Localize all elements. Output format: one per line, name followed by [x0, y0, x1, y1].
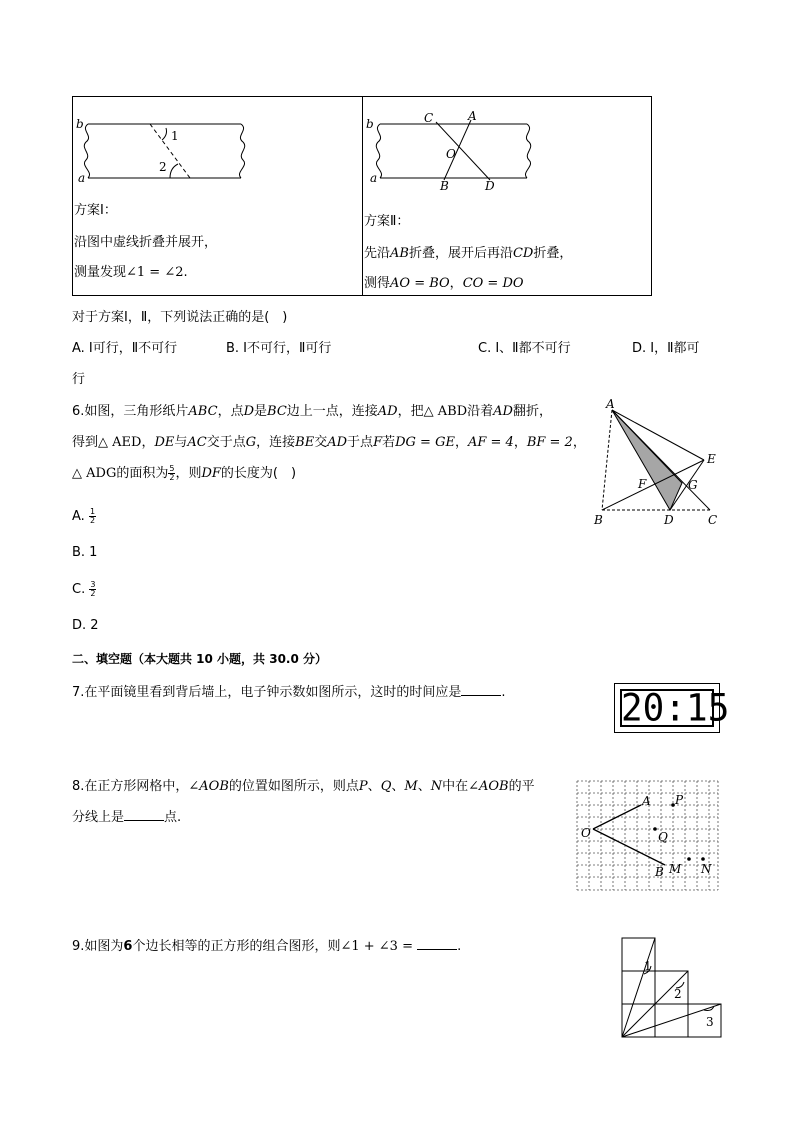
- text: 得到: [72, 435, 99, 450]
- label-C: C: [708, 513, 718, 527]
- q6-option-b: B. 1: [72, 545, 98, 560]
- angle2-arc: [170, 164, 178, 178]
- q8-grid-figure: [576, 780, 720, 894]
- q5-option-b: B. Ⅰ不可行，Ⅱ可行: [226, 341, 332, 356]
- text: 、: [367, 779, 381, 794]
- text: 是: [254, 404, 268, 419]
- label-E: E: [707, 452, 716, 466]
- math: ∠AOB: [188, 779, 229, 794]
- label-a: a: [370, 171, 378, 185]
- denominator: 2: [89, 516, 96, 525]
- text: 边上一点，连接: [286, 404, 378, 419]
- text: ，则: [175, 466, 202, 481]
- text: ，: [572, 435, 586, 450]
- q6-option-a: [72, 508, 96, 525]
- q6-line1: [72, 400, 552, 419]
- math: AD: [493, 404, 513, 419]
- text: 交于点: [206, 435, 246, 450]
- math: AC: [187, 435, 207, 450]
- math: AD: [327, 435, 348, 450]
- angle1-arc: [162, 128, 167, 140]
- diagonal-1: [622, 938, 655, 1037]
- clock-digits: 20:15: [621, 686, 730, 730]
- label-B: B: [655, 865, 664, 879]
- text: ，连接: [256, 435, 296, 450]
- text: 沿着: [467, 404, 494, 419]
- text: 分线上是: [72, 810, 125, 825]
- strip-left-break: [376, 124, 381, 178]
- label-D: D: [485, 179, 495, 193]
- math: DE: [154, 435, 175, 450]
- label-angle2: 2: [674, 987, 682, 1001]
- math: F: [373, 435, 383, 450]
- text: 点.: [164, 810, 182, 825]
- text: 、: [417, 779, 431, 794]
- text: 个边长相等的正方形的组合图形，则: [132, 939, 341, 954]
- math: △ AED: [98, 435, 142, 450]
- math: AB: [390, 246, 409, 261]
- numerator: 5: [169, 464, 175, 473]
- text: ，把: [397, 404, 424, 419]
- math: ∠AOB: [468, 779, 509, 794]
- plan1-line2-prefix: 测量发现: [74, 265, 127, 280]
- fold-line-dashed: [150, 124, 190, 178]
- option-label: C.: [72, 582, 86, 597]
- text: ，: [449, 276, 463, 291]
- text: 先沿: [364, 246, 391, 261]
- math: DG = GE: [395, 435, 455, 450]
- text: 6: [123, 939, 133, 954]
- label-angle1: 1: [644, 959, 652, 973]
- label-B: B: [594, 513, 603, 527]
- q5-option-a: A. Ⅰ可行，Ⅱ不可行: [72, 341, 178, 356]
- plan1-line1: 沿图中虚线折叠并展开，: [74, 235, 218, 250]
- denominator: 2: [169, 473, 175, 482]
- ray-OB: [593, 829, 665, 865]
- q8-line1: [72, 775, 535, 794]
- label-A: A: [468, 109, 477, 123]
- label-angle2: 2: [159, 160, 167, 174]
- strip-right-break: [525, 124, 530, 178]
- math: BC: [267, 404, 287, 419]
- math: ABC: [188, 404, 218, 419]
- text: 折叠，: [533, 246, 573, 261]
- text: 交: [314, 435, 328, 450]
- label-b: b: [76, 117, 84, 131]
- math: Q: [380, 779, 392, 794]
- text: 若: [382, 435, 396, 450]
- text: 如图，三角形纸片: [84, 404, 189, 419]
- text: ，: [513, 435, 527, 450]
- math: D: [243, 404, 255, 419]
- label-B: B: [440, 179, 449, 193]
- text: 与: [174, 435, 188, 450]
- plan1-line2-suffix: .: [183, 265, 188, 280]
- plan1-figure: [74, 112, 254, 188]
- label-b: b: [366, 117, 374, 131]
- label-N: N: [701, 862, 712, 876]
- q6-option-c: [72, 581, 96, 598]
- text: 7.在平面镜里看到背后墙上，电子钟示数如图所示，这时的时间应是: [72, 685, 462, 700]
- table-divider: [362, 97, 363, 295]
- text: .: [457, 939, 462, 954]
- text: ，: [141, 435, 155, 450]
- q7-question: [72, 681, 506, 700]
- q6-line2: [72, 431, 586, 450]
- label-G: G: [688, 478, 698, 492]
- plan1-line2: [74, 261, 188, 280]
- plan2-line2: [364, 272, 524, 291]
- text: 翻折，: [512, 404, 552, 419]
- fraction-1-2: [89, 508, 96, 525]
- math: AO = BO: [390, 276, 450, 291]
- label-Q: Q: [658, 830, 668, 844]
- text: 的面积为: [116, 466, 169, 481]
- plan2-line1: [364, 242, 572, 261]
- label-C: C: [424, 111, 434, 125]
- segment-AE: [612, 410, 704, 460]
- label-A: A: [606, 398, 615, 411]
- point-N: [701, 857, 705, 861]
- text: 中在: [442, 779, 469, 794]
- math: BE: [295, 435, 315, 450]
- text: .: [501, 685, 506, 700]
- q7-mirror-clock: [614, 683, 730, 733]
- math: M: [404, 779, 418, 794]
- label-F: F: [638, 477, 647, 491]
- q8-line2: [72, 806, 181, 825]
- math: DF: [201, 466, 221, 481]
- label-A: A: [642, 794, 651, 808]
- fraction-3-2: [89, 581, 96, 598]
- label-angle1: 1: [171, 129, 179, 143]
- answer-blank[interactable]: [461, 683, 501, 696]
- option-label: A.: [72, 509, 85, 524]
- denominator: 2: [90, 589, 96, 598]
- strip-right-break: [239, 124, 244, 178]
- answer-blank[interactable]: [417, 937, 457, 950]
- math: CD: [512, 246, 534, 261]
- numerator: 1: [89, 507, 96, 516]
- shaded-triangle-ADG: [612, 410, 682, 510]
- label-O: O: [446, 147, 456, 161]
- text: ，: [454, 435, 468, 450]
- math: P: [358, 779, 368, 794]
- label-D: D: [664, 513, 674, 527]
- text: 的位置如图所示，则点: [228, 779, 359, 794]
- label-M: M: [669, 862, 682, 876]
- plan2-figure: [364, 106, 544, 194]
- q6-option-d: D. 2: [72, 618, 99, 633]
- segment-AB: [602, 410, 612, 510]
- plan1-line2-math: ∠1 = ∠2: [126, 265, 184, 280]
- question-number: 6.: [72, 404, 85, 419]
- q5-question: 对于方案Ⅰ，Ⅱ，下列说法正确的是( ): [72, 310, 288, 325]
- plan2-title: 方案Ⅱ：: [364, 214, 410, 229]
- point-Q: [653, 827, 657, 831]
- numerator: 3: [90, 580, 96, 589]
- answer-blank[interactable]: [124, 808, 164, 821]
- text: 的长度为( ): [220, 466, 297, 481]
- math: N: [430, 779, 443, 794]
- label-angle3: 3: [706, 1015, 714, 1029]
- q5-option-d: D. Ⅰ，Ⅱ都可: [632, 341, 700, 356]
- math: CO = DO: [462, 276, 524, 291]
- math: △ ADG: [72, 466, 117, 481]
- math: BF = 2: [526, 435, 573, 450]
- text: 8.在正方形网格中，: [72, 779, 189, 794]
- q6-line3: [72, 462, 296, 482]
- plan1-title: 方案Ⅰ：: [74, 203, 117, 218]
- math: ∠1 + ∠3 =: [340, 939, 413, 954]
- text: 9.如图为: [72, 939, 124, 954]
- math: AF = 4: [467, 435, 514, 450]
- text: ，点: [217, 404, 244, 419]
- point-M: [687, 857, 691, 861]
- math: G: [245, 435, 257, 450]
- q5-option-d-wrap: 行: [72, 372, 86, 387]
- math: AD: [377, 404, 398, 419]
- fold-line-CD: [436, 122, 490, 180]
- label-a: a: [78, 171, 86, 185]
- q6-triangle-figure: [590, 398, 730, 530]
- section2-title: 二、填空题（本大题共 10 小题，共 30.0 分）: [72, 652, 328, 666]
- text: 于点: [347, 435, 374, 450]
- text: 折叠，展开后再沿: [408, 246, 513, 261]
- text: 的平: [508, 779, 535, 794]
- strip-left-break: [84, 124, 89, 178]
- text: 、: [391, 779, 405, 794]
- text: 测得: [364, 276, 391, 291]
- label-P: P: [675, 793, 684, 807]
- label-O: O: [581, 826, 591, 840]
- q9-squares-figure: [620, 936, 724, 1040]
- q5-option-c: C. Ⅰ、Ⅱ都不可行: [478, 341, 571, 356]
- q9-question: [72, 935, 461, 954]
- math: △ ABD: [423, 404, 468, 419]
